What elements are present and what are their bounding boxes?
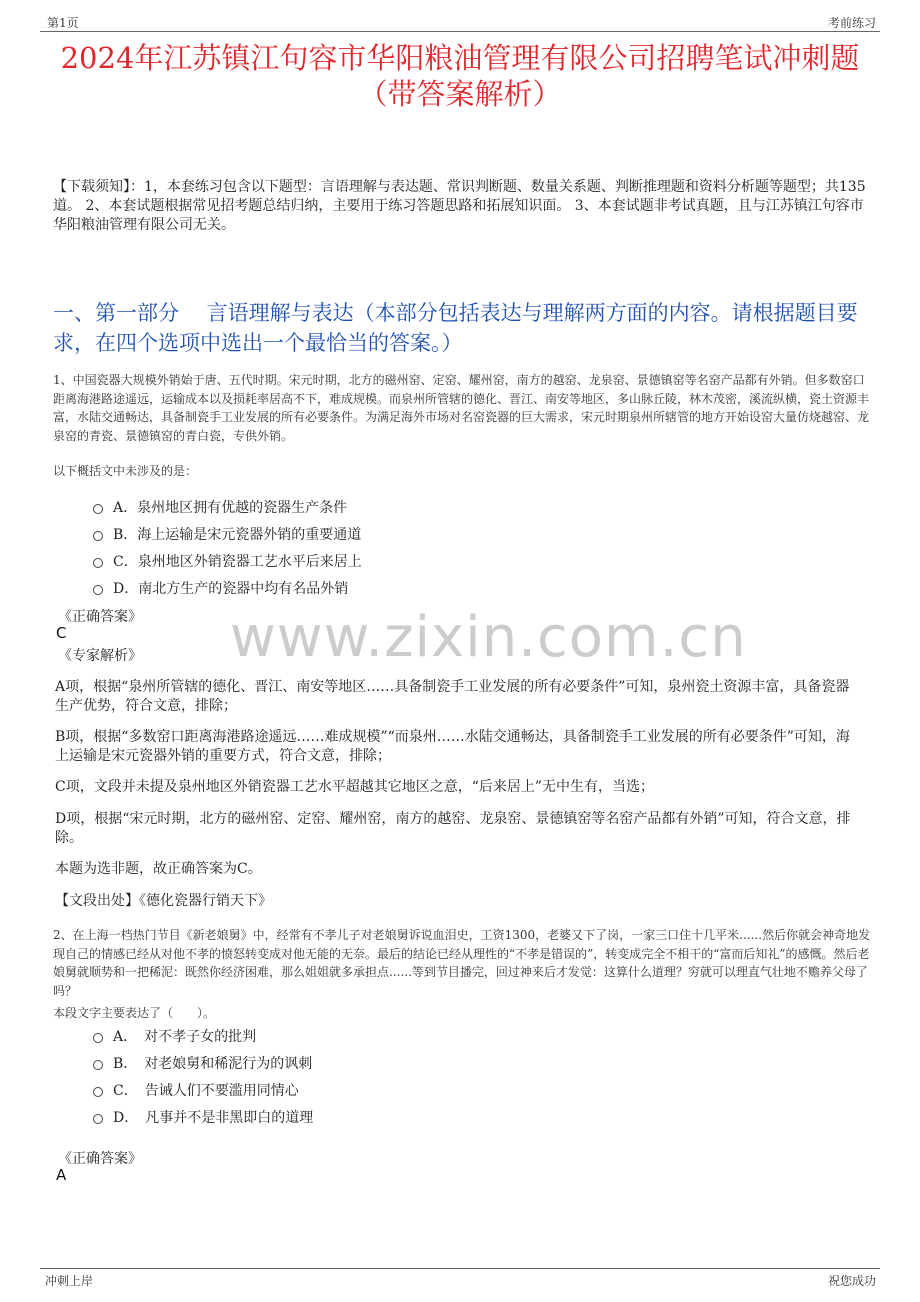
- q1-option-c-label: C．泉州地区外销瓷器工艺水平后来居上: [113, 554, 362, 570]
- q1-analysis-d: D项，根据“宋元时期，北方的磁州窑、定窑、耀州窑，南方的越窑、龙泉窑、景德镇窑等名窑产品都有外销”可知，符合文意，排除。: [55, 811, 851, 846]
- q1-option-d[interactable]: [93, 578, 348, 598]
- footer-right: 祝您成功: [827, 1274, 876, 1288]
- footer-left: 冲刺上岸: [45, 1274, 94, 1288]
- q2-option-c-label: C． 告诫人们不要滥用同情心: [113, 1083, 299, 1099]
- header-divider: [40, 31, 880, 32]
- q2-option-a-label: A． 对不孝子女的批判: [113, 1029, 257, 1045]
- q1-option-a[interactable]: [93, 497, 347, 517]
- header-label: 考前练习: [827, 16, 876, 30]
- radio-icon[interactable]: [93, 585, 103, 595]
- q1-analysis-b: B项，根据“多数窑口距离海港路途遥远……难成规模”“而泉州……水陆交通畅达，具备制瓷手工业发展的所有必要条件”可知，海上运输是宋元瓷器外销的重要方式，符合文意，排除；: [55, 729, 850, 764]
- q2-option-b-label: B． 对老娘舅和稀泥行为的讽刺: [113, 1056, 313, 1072]
- section-heading: 一、第一部分 言语理解与表达（本部分包括表达与理解两方面的内容。请根据题目要求，在四个选项中选出一个最恰当的答案。）: [53, 301, 858, 355]
- q1-option-a-label: A．泉州地区拥有优越的瓷器生产条件: [113, 500, 348, 516]
- title-line-2: （带答案解析）: [358, 77, 562, 111]
- page-header: [0, 0, 920, 32]
- q2-answer-label: 《正确答案》: [58, 1151, 142, 1167]
- footer-divider: [40, 1268, 880, 1269]
- q1-analysis-label: 《专家解析》: [58, 648, 142, 664]
- question-1-text: 1、中国瓷器大规模外销始于唐、五代时期。宋元时期，北方的磁州窑、定窑、耀州窑，南方的越窑、龙泉窑、景德镇窑等名窑产品都有外销。但多数窑口距离海港路途遥远，运输成本以及损耗率居高不下，难成规模。而泉州所管辖的德化、晋江、南安等地区，多山脉丘陵，林木茂密，溪流纵横，瓷土资源丰富，水陆交通畅达，具备制瓷手工业发展的所有必要条件。为满足海外市场对名窑瓷器的巨大需求，宋元时期泉州所辖管的地方开始设窑大量仿烧越窑、龙泉窑的青瓷、景德镇窑的青白瓷，专供外销。: [53, 373, 870, 443]
- q1-answer: C: [56, 624, 67, 642]
- q2-option-b[interactable]: [93, 1053, 312, 1073]
- q1-analysis-c: C项，文段并未提及泉州地区外销瓷器工艺水平超越其它地区之意，“后来居上”无中生有，当选；: [55, 779, 655, 795]
- radio-icon[interactable]: [93, 504, 103, 514]
- radio-icon[interactable]: [93, 1087, 103, 1097]
- question-2-stem: 本段文字主要表达了（ ）。: [53, 1006, 216, 1020]
- download-notice: 【下载须知】：1，本套练习包含以下题型：言语理解与表达题、常识判断题、数量关系题、判断推理题和资料分析题等题型；共135道。 2、本套试题根据常见招考题总结归纳，主要用于练习答题思路和拓展知识面。 3、本套试题非考试真题，且与江苏镇江句容市华阳粮油管理有限公司无关。: [53, 179, 866, 233]
- q1-option-d-label: D．南北方生产的瓷器中均有名品外销: [113, 581, 349, 597]
- q1-source: 【文段出处】《德化瓷器行销天下》: [55, 893, 272, 909]
- q2-answer: A: [56, 1166, 67, 1184]
- radio-icon[interactable]: [93, 1060, 103, 1070]
- radio-icon[interactable]: [93, 1114, 103, 1124]
- question-1-stem: 以下概括文中未涉及的是：: [53, 464, 198, 478]
- q2-option-c[interactable]: [93, 1080, 299, 1100]
- watermark: www.zixin.com.cn: [230, 605, 747, 670]
- q2-option-d-label: D． 凡事并不是非黑即白的道理: [113, 1110, 314, 1126]
- radio-icon[interactable]: [93, 558, 103, 568]
- q2-option-d[interactable]: [93, 1107, 313, 1127]
- page-number: 第1页: [47, 16, 79, 30]
- question-2-text: 2、在上海一档热门节目《新老娘舅》中，经常有不孝儿子对老娘舅诉说血泪史，工资1300，老婆又下了岗，一家三口住十几平米......然后你就会神奇地发现自己的情感已经从对他不孝的愤怒转变成对他无能的无奈。最后的结论已经从理性的“不孝是错误的”，转变成完全不相干的“富而后知礼”的感慨。然后老娘舅就顺势和一把稀泥：既然你经济困难，那么姐姐就多承担点......等到节目播完，回过神来后才发觉：这算什么道理？穷就可以理直气壮地不赡养父母了吗？: [53, 928, 871, 998]
- q1-option-b-label: B．海上运输是宋元瓷器外销的重要通道: [113, 527, 362, 543]
- q1-answer-label: 《正确答案》: [58, 609, 142, 625]
- q1-analysis-a: A项，根据“泉州所管辖的德化、晋江、南安等地区……具备制瓷手工业发展的所有必要条件”可知，泉州瓷土资源丰富，具备瓷器生产优势，符合文意，排除；: [55, 679, 850, 714]
- q1-option-c[interactable]: [93, 551, 362, 571]
- q2-option-a[interactable]: [93, 1026, 256, 1046]
- title-line-1: 2024年江苏镇江句容市华阳粮油管理有限公司招聘笔试冲刺题: [60, 41, 860, 75]
- q1-analysis-conclusion: 本题为选非题，故正确答案为C。: [55, 861, 262, 877]
- radio-icon[interactable]: [93, 531, 103, 541]
- q1-option-b[interactable]: [93, 524, 361, 544]
- document-title: [40, 40, 880, 112]
- radio-icon[interactable]: [93, 1033, 103, 1043]
